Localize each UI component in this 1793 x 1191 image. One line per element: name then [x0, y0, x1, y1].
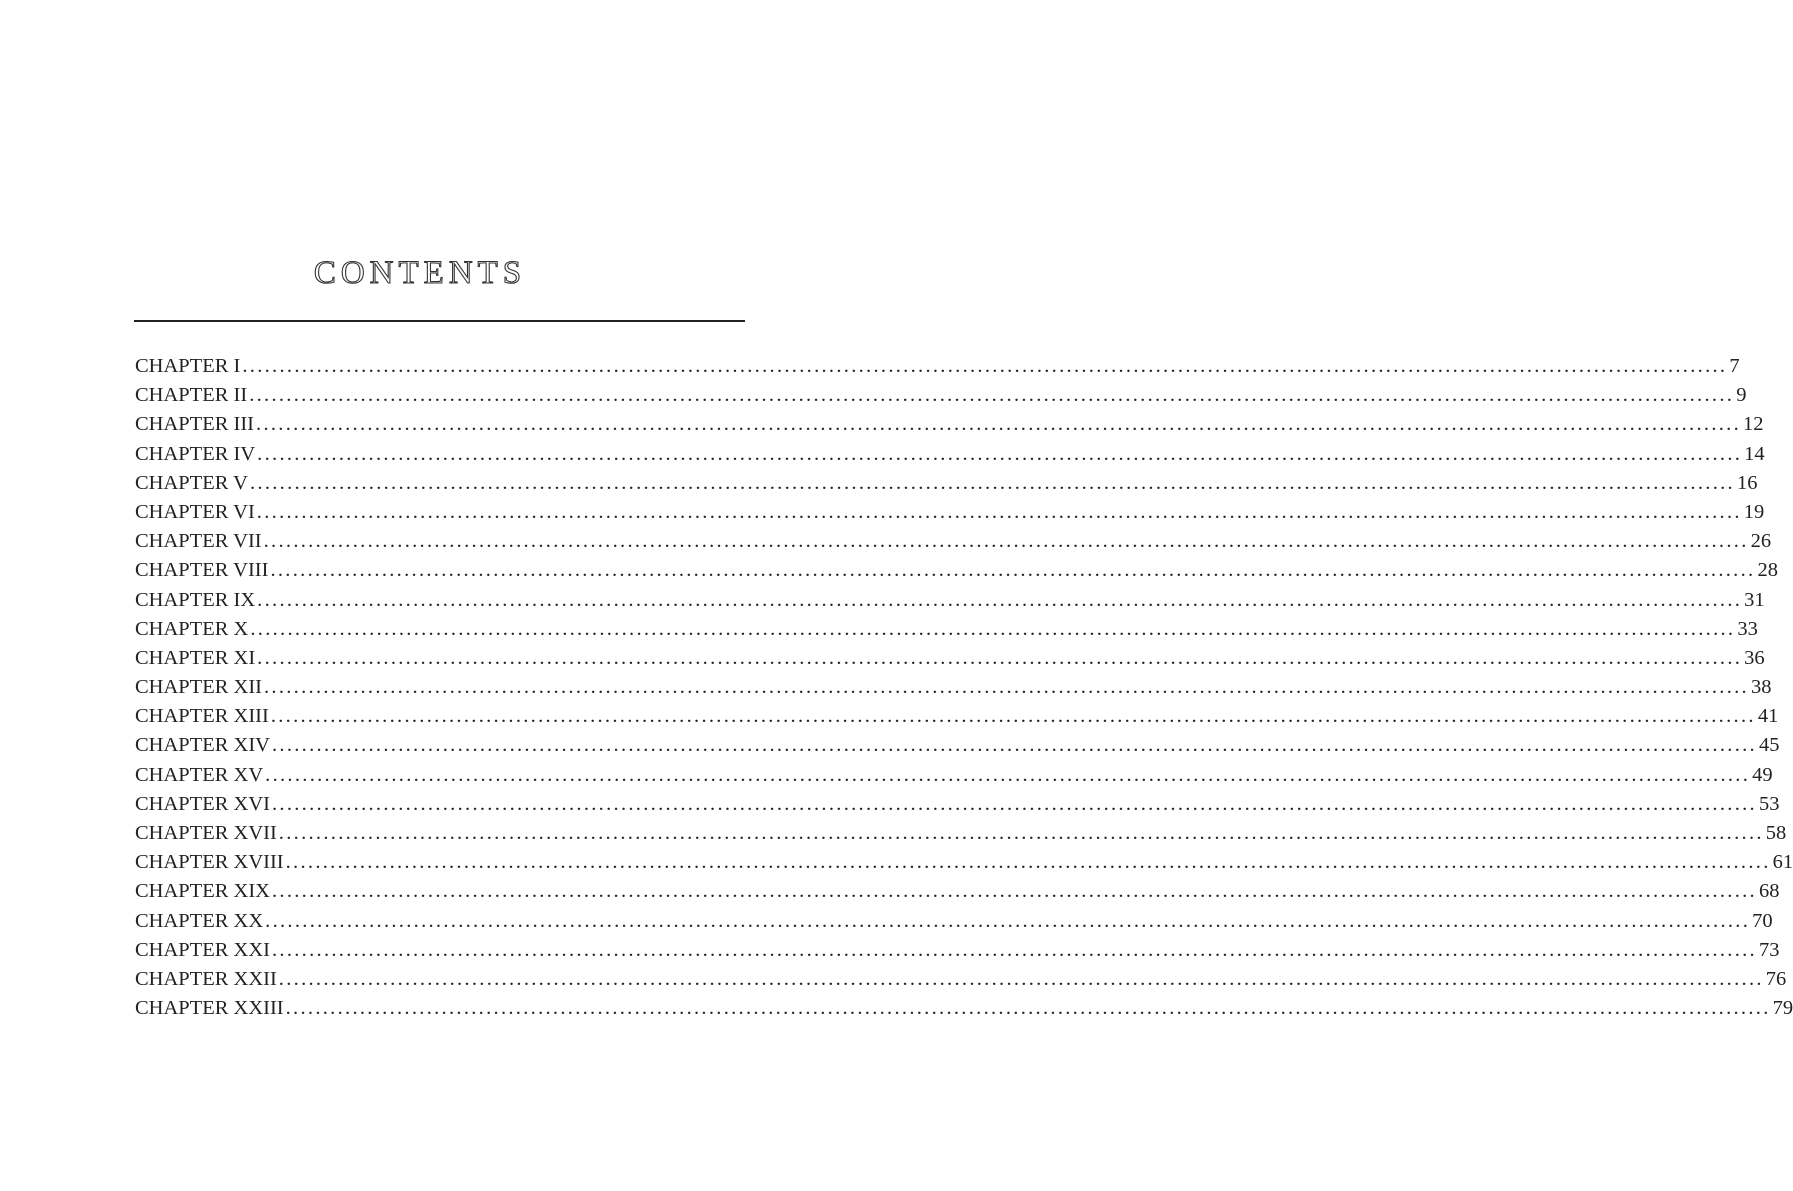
- toc-entry-label: CHAPTER VIII: [135, 559, 269, 582]
- toc-dot-leader: ........................................................................................................................................................................................................: [271, 792, 1757, 815]
- toc-entry-label: CHAPTER XXIII: [135, 997, 284, 1020]
- toc-entry[interactable]: [135, 877, 1780, 906]
- toc-entry-page-number: 33: [1737, 617, 1758, 640]
- toc-entry[interactable]: [135, 673, 1772, 702]
- toc-entry-page-number: 38: [1750, 676, 1772, 699]
- toc-dot-leader: ........................................................................................................................................................................................................: [271, 734, 1757, 757]
- toc-entry-page-number: 36: [1744, 646, 1765, 669]
- toc-entry-page-number: 79: [1772, 997, 1793, 1020]
- toc-entry-label: CHAPTER XIII: [135, 705, 269, 728]
- toc-entry-page-number: 12: [1743, 413, 1764, 436]
- toc-entry[interactable]: [135, 556, 1778, 585]
- toc-entry-label: CHAPTER I: [135, 355, 241, 377]
- toc-entry-page-number: 19: [1743, 500, 1765, 523]
- toc-entry-label: CHAPTER XI: [135, 646, 256, 669]
- toc-entry[interactable]: [135, 440, 1765, 469]
- toc-dot-leader: ........................................................................................................................................................................................................: [263, 530, 1749, 553]
- toc-entry-label: CHAPTER XIX: [135, 880, 270, 903]
- toc-entry-page-number: 14: [1744, 442, 1765, 465]
- toc-entry-page-number: 28: [1757, 559, 1778, 582]
- toc-entry-label: CHAPTER IX: [135, 588, 256, 611]
- toc-entry-label: CHAPTER V: [135, 471, 248, 494]
- toc-entry-label: CHAPTER VI: [135, 500, 255, 523]
- toc-entry[interactable]: [135, 352, 1740, 381]
- page-title: CONTENTS: [313, 255, 527, 291]
- toc-entry[interactable]: [135, 498, 1765, 527]
- toc-entry[interactable]: [135, 965, 1787, 994]
- toc-entry-label: CHAPTER XXI: [135, 938, 270, 961]
- toc-dot-leader: ........................................................................................................................................................................................................: [271, 938, 1757, 961]
- toc-entry[interactable]: [135, 994, 1793, 1023]
- toc-dot-leader: ........................................................................................................................................................................................................: [256, 500, 1742, 523]
- toc-entry[interactable]: [135, 615, 1758, 644]
- toc-entry[interactable]: [135, 527, 1772, 556]
- toc-entry[interactable]: [135, 848, 1793, 877]
- toc-entry[interactable]: [135, 731, 1780, 760]
- toc-entry-label: CHAPTER II: [135, 384, 248, 407]
- toc-entry-label: CHAPTER XIV: [135, 734, 270, 757]
- toc-entry-label: CHAPTER XVII: [135, 822, 277, 844]
- toc-dot-leader: ........................................................................................................................................................................................................: [242, 355, 1728, 377]
- toc-entry-label: CHAPTER IV: [135, 442, 256, 465]
- toc-entry[interactable]: [135, 469, 1758, 498]
- toc-entry[interactable]: [135, 790, 1780, 819]
- toc-entry[interactable]: [135, 907, 1773, 936]
- toc-entry-page-number: 70: [1752, 909, 1773, 932]
- toc-entry-page-number: 7: [1729, 355, 1740, 377]
- table-of-contents: [135, 352, 1793, 1023]
- toc-entry-label: CHAPTER XXII: [135, 967, 277, 990]
- toc-entry-label: CHAPTER III: [135, 413, 255, 436]
- toc-dot-leader: ........................................................................................................................................................................................................: [257, 442, 1743, 465]
- toc-entry-page-number: 61: [1772, 851, 1793, 874]
- toc-entry[interactable]: [135, 761, 1773, 790]
- toc-entry[interactable]: [135, 586, 1765, 615]
- toc-entry-label: CHAPTER XX: [135, 909, 264, 932]
- toc-entry-page-number: 45: [1758, 734, 1780, 757]
- toc-entry-label: CHAPTER XII: [135, 676, 262, 699]
- toc-dot-leader: ........................................................................................................................................................................................................: [249, 384, 1735, 407]
- toc-entry[interactable]: [135, 819, 1787, 848]
- toc-dot-leader: ........................................................................................................................................................................................................: [270, 559, 1756, 582]
- toc-dot-leader: ........................................................................................................................................................................................................: [270, 705, 1756, 728]
- toc-entry-page-number: 73: [1758, 938, 1780, 961]
- toc-dot-leader: ........................................................................................................................................................................................................: [278, 967, 1764, 990]
- toc-entry-label: CHAPTER XV: [135, 763, 264, 786]
- toc-entry-page-number: 76: [1765, 967, 1787, 990]
- toc-entry-page-number: 41: [1757, 705, 1779, 728]
- toc-dot-leader: ........................................................................................................................................................................................................: [257, 646, 1743, 669]
- toc-dot-leader: ........................................................................................................................................................................................................: [278, 822, 1764, 844]
- toc-dot-leader: ........................................................................................................................................................................................................: [285, 997, 1771, 1020]
- title-divider: [134, 320, 745, 322]
- toc-dot-leader: ........................................................................................................................................................................................................: [250, 617, 1736, 640]
- toc-entry-page-number: 16: [1736, 471, 1758, 494]
- toc-entry-label: CHAPTER VII: [135, 530, 262, 553]
- toc-entry[interactable]: [135, 644, 1765, 673]
- toc-dot-leader: ........................................................................................................................................................................................................: [271, 880, 1757, 903]
- toc-entry[interactable]: [135, 936, 1780, 965]
- toc-dot-leader: ........................................................................................................................................................................................................: [257, 588, 1743, 611]
- toc-entry-page-number: 49: [1752, 763, 1773, 786]
- toc-entry[interactable]: [135, 381, 1747, 410]
- toc-dot-leader: ........................................................................................................................................................................................................: [285, 851, 1771, 874]
- toc-entry-page-number: 53: [1758, 792, 1780, 815]
- toc-entry-page-number: 58: [1765, 822, 1787, 844]
- toc-dot-leader: ........................................................................................................................................................................................................: [256, 413, 1742, 436]
- toc-entry-page-number: 9: [1736, 384, 1747, 407]
- toc-entry-page-number: 26: [1750, 530, 1772, 553]
- toc-entry-label: CHAPTER X: [135, 617, 249, 640]
- toc-entry-page-number: 68: [1758, 880, 1780, 903]
- toc-entry-label: CHAPTER XVI: [135, 792, 270, 815]
- toc-entry-page-number: 31: [1744, 588, 1765, 611]
- toc-dot-leader: ........................................................................................................................................................................................................: [265, 763, 1751, 786]
- toc-entry[interactable]: [135, 410, 1764, 439]
- toc-dot-leader: ........................................................................................................................................................................................................: [265, 909, 1751, 932]
- toc-entry[interactable]: [135, 702, 1779, 731]
- toc-entry-label: CHAPTER XVIII: [135, 851, 284, 874]
- toc-dot-leader: ........................................................................................................................................................................................................: [249, 471, 1735, 494]
- toc-dot-leader: ........................................................................................................................................................................................................: [263, 676, 1749, 699]
